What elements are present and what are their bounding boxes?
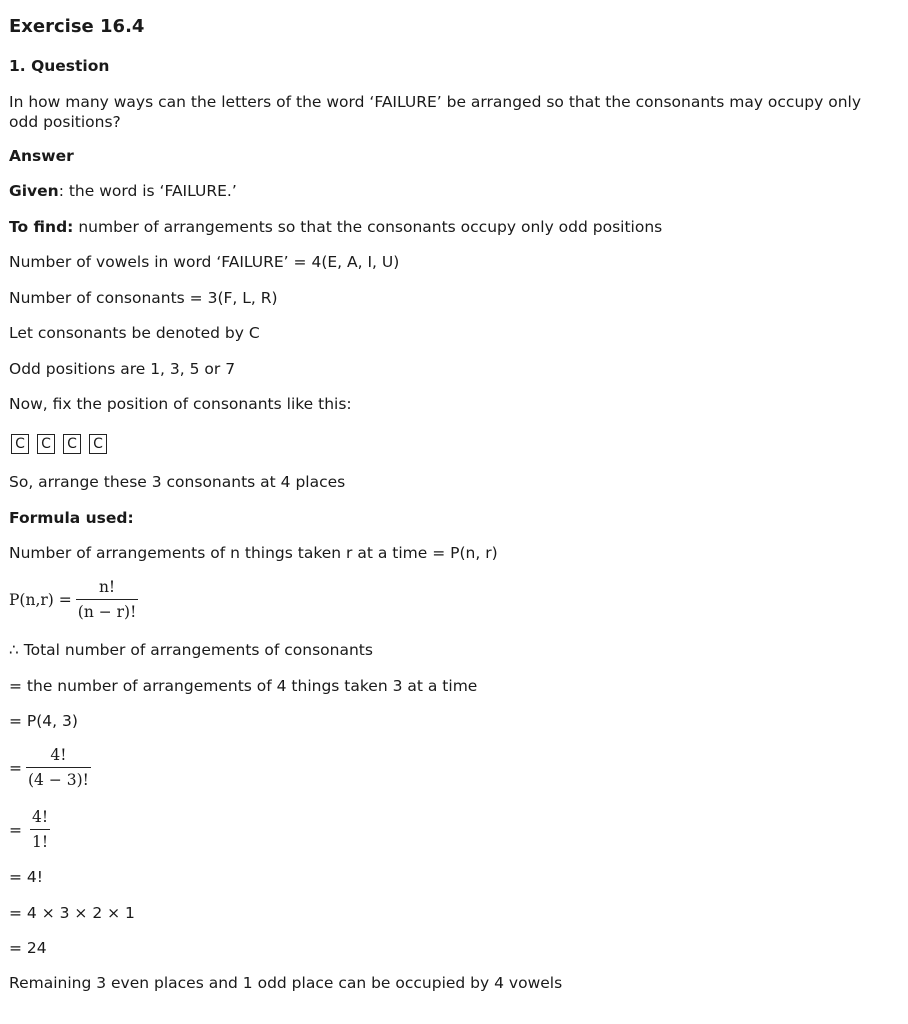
- step-5: = 4!: [9, 868, 43, 886]
- consonant-box: C: [89, 434, 107, 454]
- step-2: = P(4, 3): [9, 712, 78, 730]
- step-3-fraction: [26, 745, 91, 790]
- consonant-box: C: [63, 434, 81, 454]
- formula-lhs: P(n,r) =: [9, 590, 72, 609]
- formula-denominator: (n − r)!: [76, 599, 139, 622]
- formula-fraction: [76, 577, 139, 622]
- step-3-denominator: (4 − 3)!: [26, 767, 91, 790]
- step-4-denominator: 1!: [30, 829, 50, 852]
- step-3-equation: [9, 745, 91, 790]
- tofind-line: [9, 217, 662, 237]
- given-line: [9, 181, 237, 201]
- step-4-numerator: 4!: [32, 808, 49, 826]
- consonant-box: C: [11, 434, 29, 454]
- consonant-boxes: [11, 434, 107, 454]
- answer-heading: Answer: [9, 147, 74, 165]
- question-text: In how many ways can the letters of the word ‘FAILURE’ be arranged so that the consonants may occupy only odd positions?: [9, 93, 862, 131]
- exercise-title: Exercise 16.4: [9, 16, 145, 37]
- fix-line: Now, fix the position of consonants like this:: [9, 395, 352, 413]
- vowels-line: Number of vowels in word ‘FAILURE’ = 4(E, A, I, U): [9, 253, 400, 271]
- given-label: Given: [9, 182, 59, 200]
- given-text: : the word is ‘FAILURE.’: [58, 182, 237, 200]
- step-3-eq: =: [9, 758, 22, 777]
- step-4-eq: =: [9, 820, 22, 839]
- step-4-fraction: [26, 807, 54, 852]
- remaining-line: Remaining 3 even places and 1 odd place can be occupied by 4 vowels: [9, 974, 563, 992]
- denote-line: Let consonants be denoted by C: [9, 324, 260, 342]
- step-4-equation: [9, 807, 54, 852]
- formula-label: Formula used:: [9, 509, 134, 527]
- formula-numerator: n!: [98, 578, 116, 596]
- step-6: = 4 × 3 × 2 × 1: [9, 904, 135, 922]
- total-line: ∴ Total number of arrangements of consonants: [9, 641, 373, 659]
- consonants-line: Number of consonants = 3(F, L, R): [9, 289, 278, 307]
- step-1: = the number of arrangements of 4 things taken 3 at a time: [9, 677, 478, 695]
- tofind-text: number of arrangements so that the consonants occupy only odd positions: [73, 218, 663, 236]
- arrange-line: So, arrange these 3 consonants at 4 places: [9, 473, 346, 491]
- formula-equation: [9, 577, 138, 622]
- step-3-numerator: 4!: [50, 746, 67, 764]
- consonant-box: C: [37, 434, 55, 454]
- formula-text: Number of arrangements of n things taken r at a time = P(n, r): [9, 544, 498, 562]
- question-heading: 1. Question: [9, 57, 110, 75]
- tofind-label: To find:: [9, 218, 74, 236]
- odd-positions-line: Odd positions are 1, 3, 5 or 7: [9, 360, 236, 378]
- step-7: = 24: [9, 939, 47, 957]
